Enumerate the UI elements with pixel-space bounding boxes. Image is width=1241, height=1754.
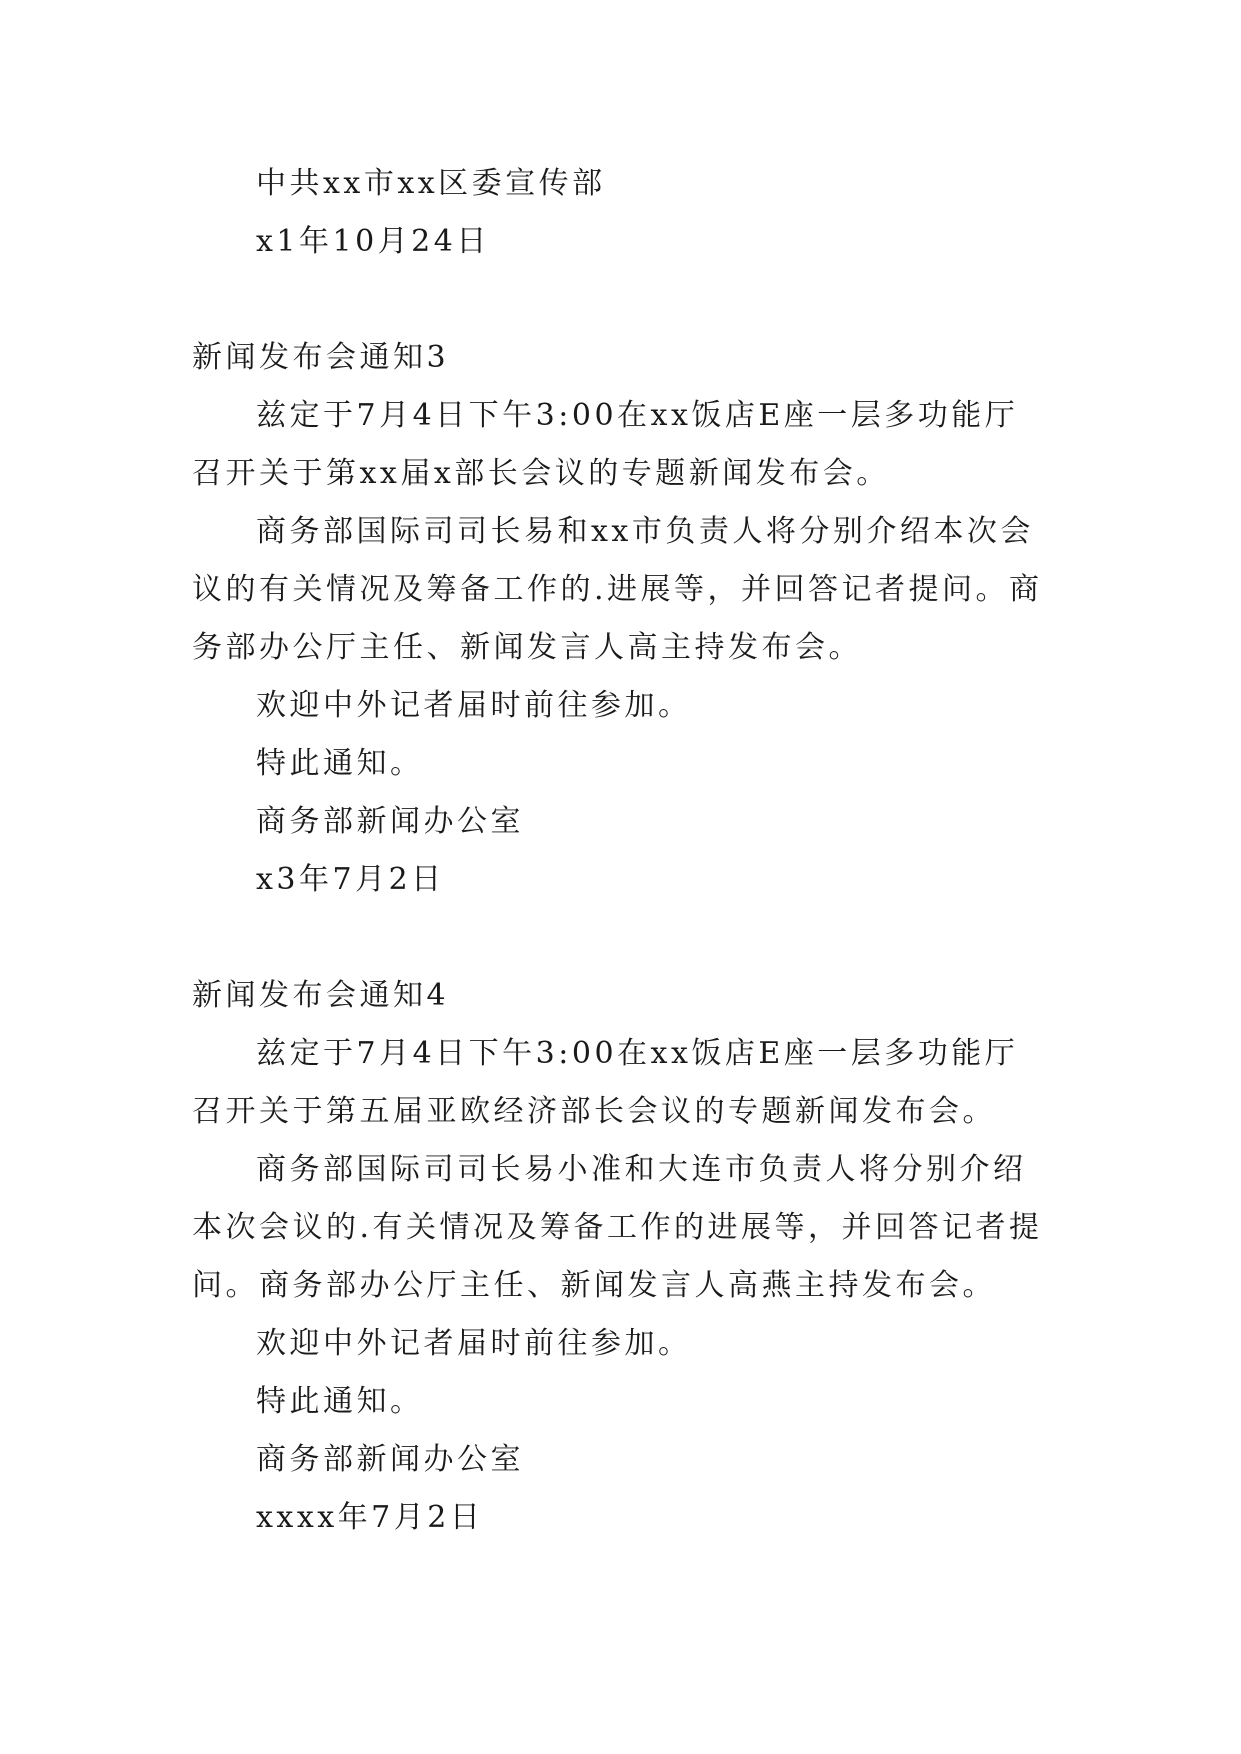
- notice-4-signature: 商务部新闻办公室: [256, 1442, 524, 1477]
- notice-3-paragraph-2-line-2: 议的有关情况及筹备工作的.进展等，并回答记者提问。商: [192, 572, 1043, 607]
- notice-4-paragraph-1-line-2: 召开关于第五届亚欧经济部长会议的专题新闻发布会。: [192, 1094, 996, 1129]
- notice-4-welcome: 欢迎中外记者届时前往参加。: [256, 1326, 692, 1361]
- issuer-date: x1年10月24日: [256, 224, 490, 259]
- notice-4-date: xxxx年7月2日: [256, 1500, 484, 1535]
- notice-4-paragraph-2-line-1: 商务部国际司司长易小准和大连市负责人将分别介绍: [256, 1152, 1027, 1187]
- notice-3-signature: 商务部新闻办公室: [256, 804, 524, 839]
- notice-3-paragraph-1-line-2: 召开关于第xx届x部长会议的专题新闻发布会。: [192, 456, 890, 491]
- notice-4-title: 新闻发布会通知4: [192, 978, 450, 1013]
- issuer-org: 中共xx市xx区委宣传部: [256, 166, 606, 201]
- notice-3-paragraph-1-line-1: 兹定于7月4日下午3:00在xx饭店E座一层多功能厅: [256, 398, 1019, 433]
- notice-4-paragraph-2-line-3: 问。商务部办公厅主任、新闻发言人高燕主持发布会。: [192, 1268, 996, 1303]
- notice-3-paragraph-2-line-1: 商务部国际司司长易和xx市负责人将分别介绍本次会: [256, 514, 1034, 549]
- notice-3-paragraph-2-line-3: 务部办公厅主任、新闻发言人高主持发布会。: [192, 630, 862, 665]
- notice-4-paragraph-1-line-1: 兹定于7月4日下午3:00在xx饭店E座一层多功能厅: [256, 1036, 1019, 1071]
- notice-4-paragraph-2-line-2: 本次会议的.有关情况及筹备工作的进展等，并回答记者提: [192, 1210, 1043, 1245]
- notice-3-closing: 特此通知。: [256, 746, 424, 781]
- notice-3-date: x3年7月2日: [256, 862, 445, 897]
- notice-4-closing: 特此通知。: [256, 1384, 424, 1419]
- notice-3-title: 新闻发布会通知3: [192, 340, 450, 375]
- notice-3-welcome: 欢迎中外记者届时前往参加。: [256, 688, 692, 723]
